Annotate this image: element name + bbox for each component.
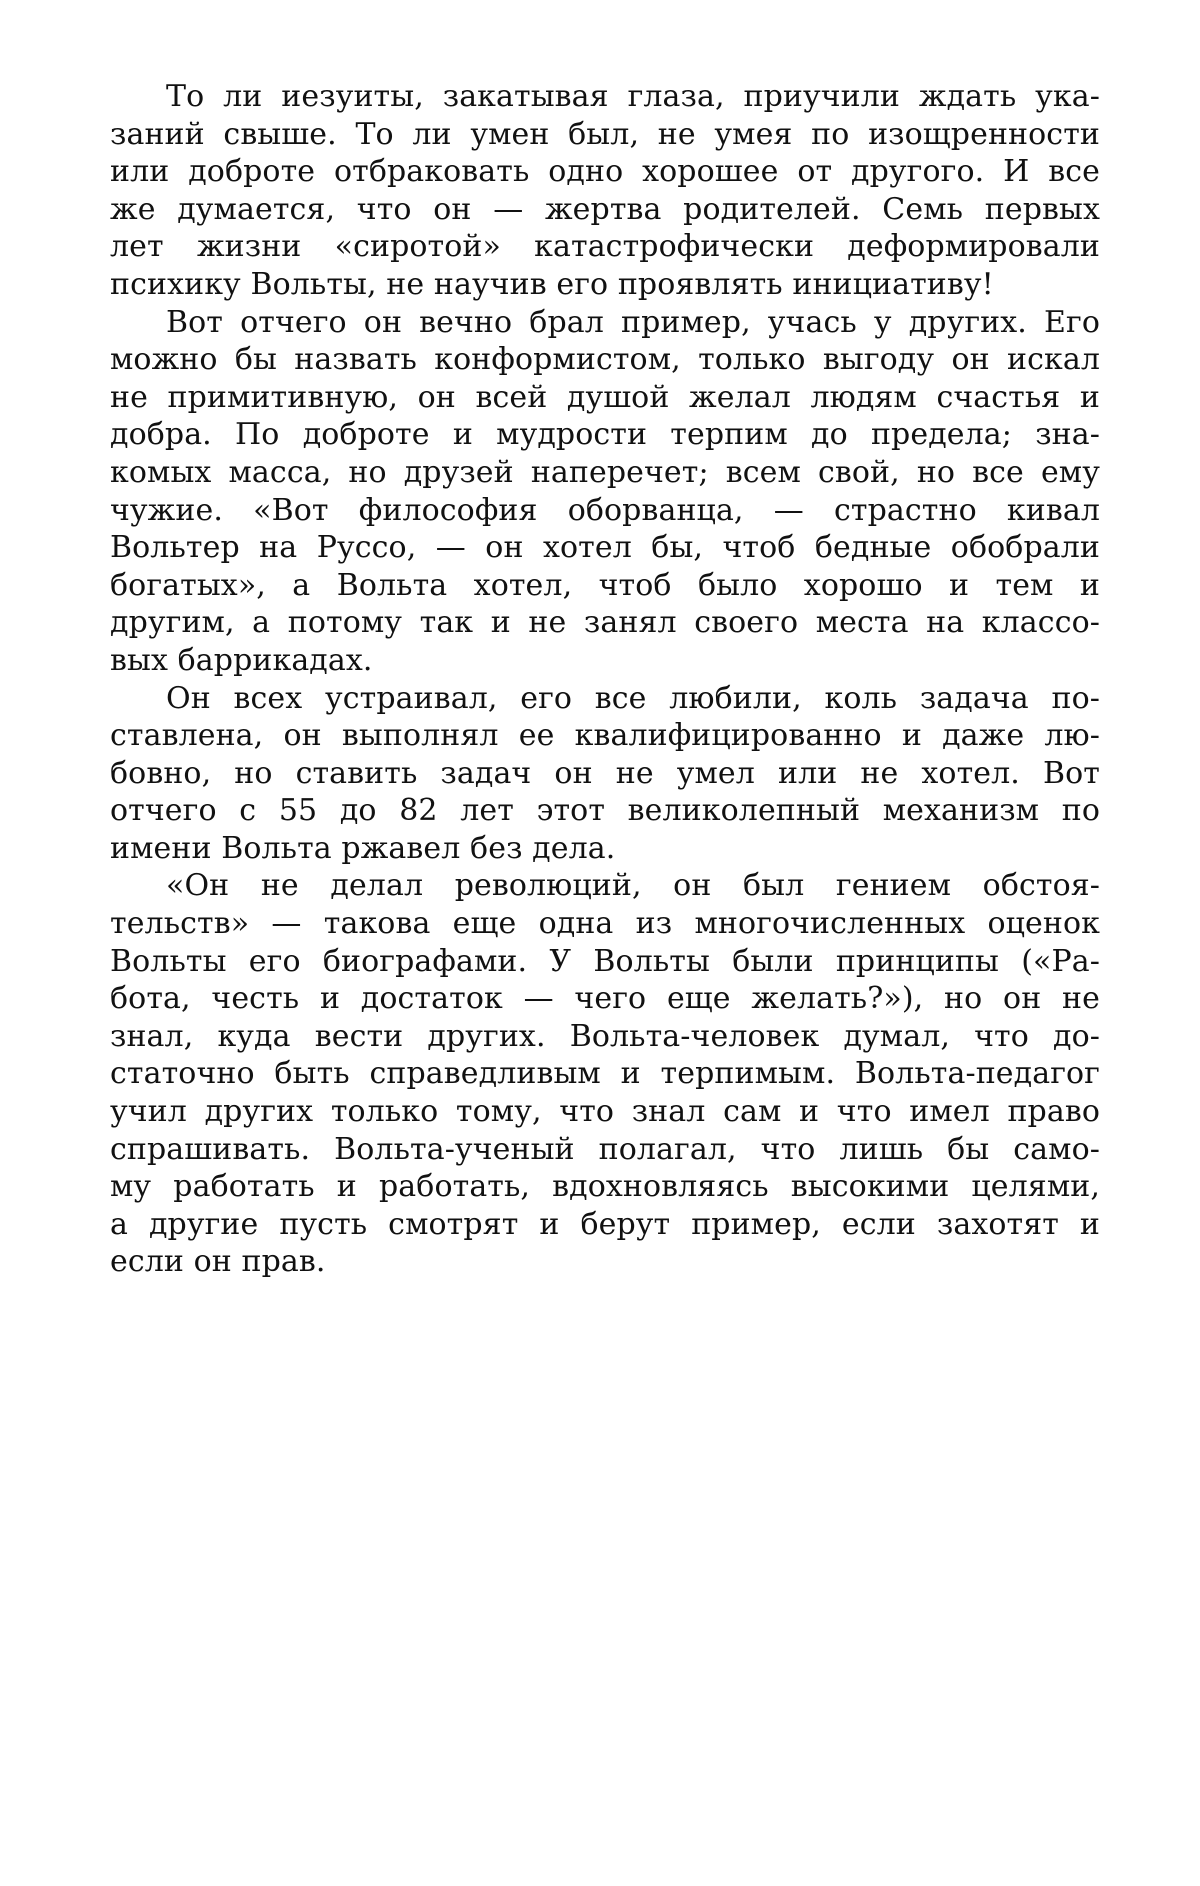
text-line: комых масса, но друзей наперечет; всем свой, но все ему [110, 454, 1100, 490]
paragraph-3 [110, 680, 1100, 868]
text-line: заний свыше. То ли умен был, не умея по изощренности [110, 116, 1100, 152]
text-line: не примитивную, он всей душой желал людям счастья и [110, 379, 1100, 415]
text-line: если он прав. [110, 1244, 326, 1280]
text-line: лет жизни «сиротой» катастрофически деформировали [110, 229, 1100, 265]
text-line: Вот отчего он вечно брал пример, учась у других. Его [166, 304, 1100, 340]
text-line: спрашивать. Вольта-ученый полагал, что лишь бы само- [110, 1131, 1100, 1167]
text-line: вых баррикадах. [110, 642, 373, 678]
text-line: Вольтер на Руссо, — он хотел бы, чтоб бедные обобрали [110, 530, 1100, 566]
paragraph-4 [110, 867, 1100, 1281]
text-line: другим, а потому так и не занял своего места на классо- [110, 605, 1100, 641]
paragraph-2 [110, 304, 1100, 680]
text-line: Он всех устраивал, его все любили, коль задача по- [166, 680, 1100, 716]
text-line: же думается, что он — жертва родителей. Семь первых [110, 191, 1100, 227]
text-line: отчего с 55 до 82 лет этот великолепный механизм по [110, 793, 1100, 829]
text-line: Вольты его биографами. У Вольты были принципы («Ра- [110, 943, 1100, 979]
body-text [110, 78, 1100, 1281]
text-line: добра. По доброте и мудрости терпим до предела; зна- [110, 417, 1100, 453]
text-line: или доброте отбраковать одно хорошее от другого. И все [110, 154, 1100, 190]
text-line: а другие пусть смотрят и берут пример, если захотят и [110, 1206, 1100, 1242]
text-line: То ли иезуиты, закатывая глаза, приучили ждать ука- [166, 79, 1100, 114]
text-line: можно бы назвать конформистом, только выгоду он искал [110, 342, 1100, 378]
text-line: имени Вольта ржавел без дела. [110, 830, 616, 866]
text-line: богатых», а Вольта хотел, чтоб было хорошо и тем и [110, 567, 1100, 603]
paragraph-1 [110, 78, 1100, 304]
text-line: статочно быть справедливым и терпимым. Вольта-педагог [110, 1056, 1100, 1092]
text-line: тельств» — такова еще одна из многочисленных оценок [110, 906, 1100, 942]
text-line: ставлена, он выполнял ее квалифицированно и даже лю- [110, 718, 1100, 754]
text-line: психику Вольты, не научив его проявлять инициативу! [110, 266, 994, 302]
text-line: учил других только тому, что знал сам и что имел право [110, 1094, 1100, 1130]
text-line: му работать и работать, вдохновляясь высокими целями, [110, 1169, 1100, 1205]
text-line: знал, куда вести других. Вольта-человек думал, что до- [110, 1018, 1100, 1054]
text-line: чужие. «Вот философия оборванца, — страстно кивал [110, 492, 1100, 528]
text-line: бовно, но ставить задач он не умел или не хотел. Вот [110, 755, 1100, 791]
text-line: «Он не делал революций, он был гением обстоя- [166, 868, 1100, 904]
text-line: бота, честь и достаток — чего еще желать?»), но он не [110, 981, 1100, 1017]
